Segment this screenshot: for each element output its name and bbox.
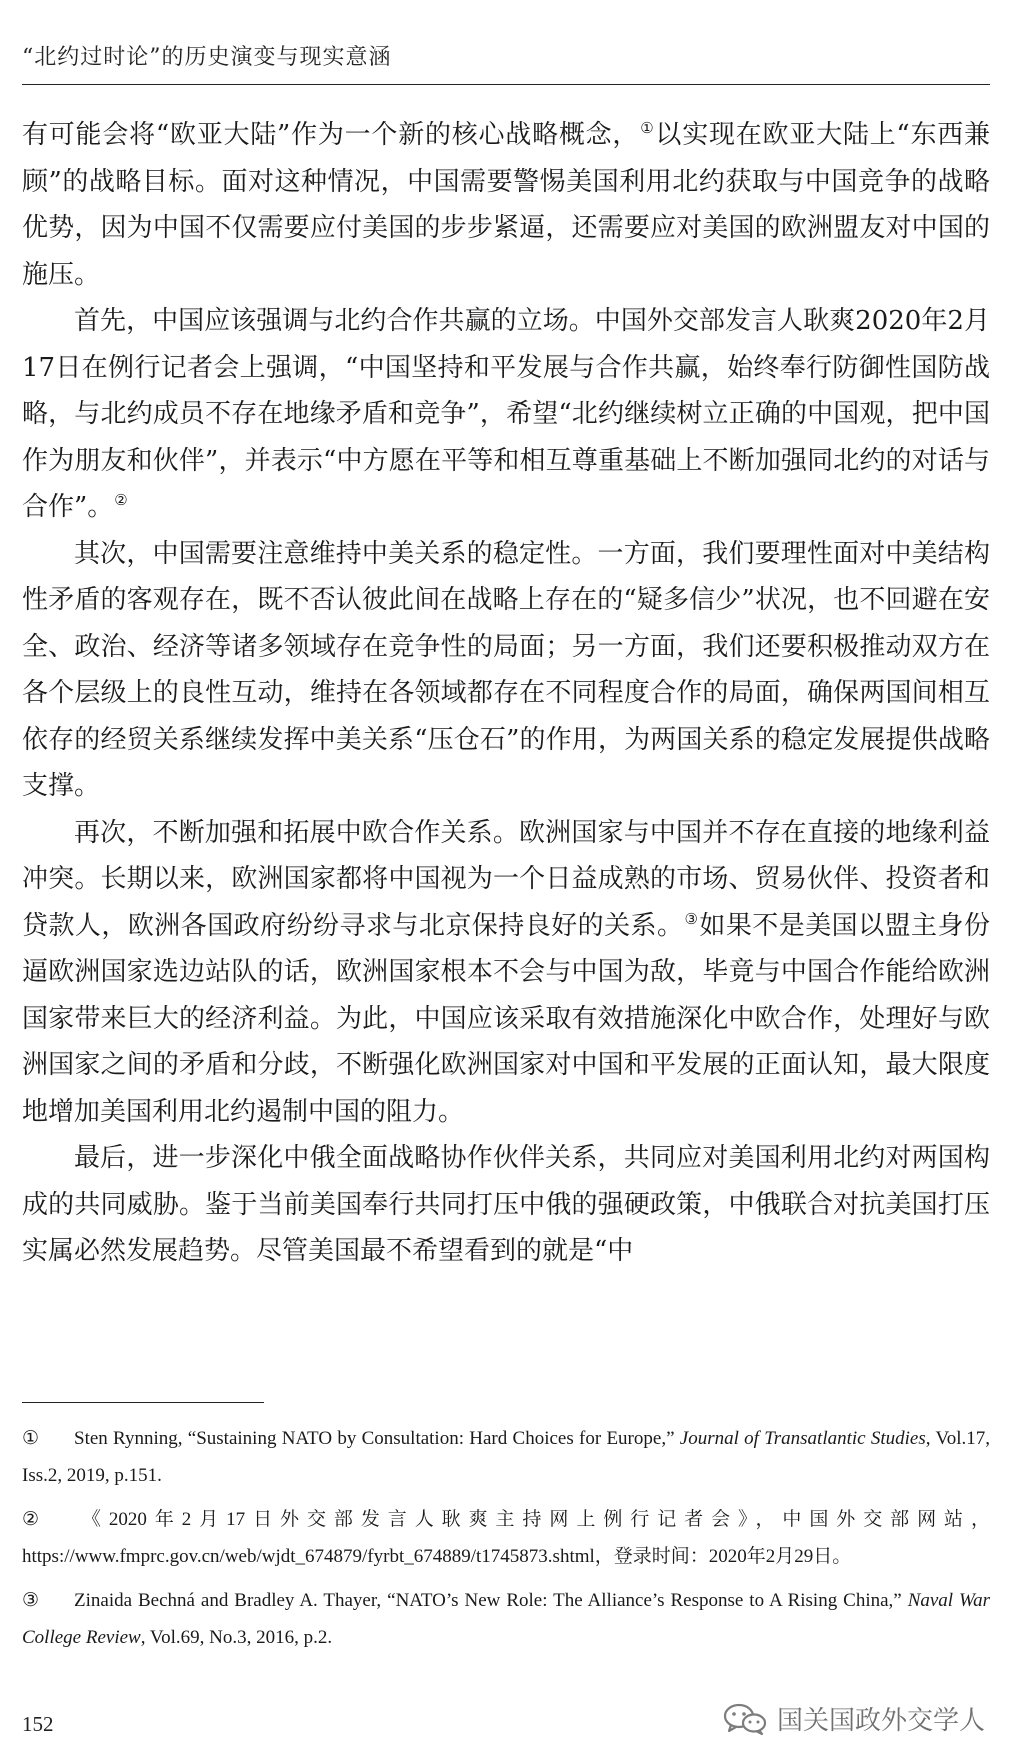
- footnote-1-number: ①: [22, 1428, 40, 1449]
- footnote-ref-3[interactable]: ③: [684, 909, 699, 928]
- footnote-3-number: ③: [22, 1590, 40, 1611]
- footnote-3: [22, 1582, 990, 1656]
- paragraph-1-text-a: 有可能会将“欧亚大陆”作为一个新的核心战略概念，: [22, 120, 640, 150]
- footnote-2-number: ②: [22, 1509, 40, 1530]
- paragraph-2-text: 首先，中国应该强调与北约合作共赢的立场。中国外交部发言人耿爽2020年2月17日在例行记者会上强调，“中国坚持和平发展与合作共赢，始终奉行防御性国防战略，与北约成员不存在地缘矛盾和竞争”，希望“北约继续树立正确的中国观，把中国作为朋友和伙伴”，并表示“中方愿在平等和相互尊重基础上不断加强同北约的对话与合作”。: [22, 306, 990, 522]
- wechat-icon: [723, 1702, 767, 1736]
- paragraph-5-text: 最后，进一步深化中俄全面战略协作伙伴关系，共同应对美国利用北约对两国构成的共同威胁。鉴于当前美国奉行共同打压中俄的强硬政策，中俄联合对抗美国打压实属必然发展趋势。尽管美国最不希望看到的就是“中: [22, 1143, 990, 1266]
- footnote-2-text: 《2020年2月17日外交部发言人耿爽主持网上例行记者会》，中国外交部网站，https://www.fmprc.gov.cn/web/wjdt_674879/fyrbt_674889/t1745873.shtml，登录时间：2020年2月29日。: [22, 1509, 990, 1567]
- footnotes: [22, 1420, 990, 1663]
- paragraph-4: [22, 810, 990, 1136]
- footnote-ref-1[interactable]: ①: [640, 119, 655, 138]
- paragraph-4-text-a: 再次，不断加强和拓展中欧合作关系。欧洲国家与中国并不存在直接的地缘利益冲突。长期以来，欧洲国家都将中国视为一个日益成熟的市场、贸易伙伴、投资者和贷款人，欧洲各国政府纷纷寻求与北京保持良好的关系。: [22, 817, 990, 941]
- paragraph-1-text-b: 以实现在欧亚大陆上“东西兼顾”的战略目标。面对这种情况，中国需要警惕美国利用北约获取与中国竞争的战略优势，因为中国不仅需要应付美国的步步紧逼，还需要应对美国的欧洲盟友对中国的施压。: [22, 120, 991, 290]
- page-number: 152: [22, 1712, 54, 1736]
- watermark-text: 国关国政外交学人: [776, 1706, 985, 1736]
- footnote-2: [22, 1501, 990, 1575]
- paragraph-2: [22, 298, 990, 531]
- footnote-3-text-b: , Vol.69, No.3, 2016, p.2.: [140, 1627, 333, 1648]
- footnote-1-text-b: , Vol.17, Iss.2, 2019, p.151.: [22, 1428, 991, 1486]
- footnote-3-journal: Naval War College Review: [22, 1590, 990, 1648]
- paragraph-5: [22, 1135, 990, 1275]
- footnote-3-text-a: Zinaida Bechná and Bradley A. Thayer, “NATO’s New Role: The Alliance’s Response to A Rising China,”: [74, 1590, 908, 1611]
- watermark: [723, 1700, 985, 1737]
- footnote-1-text-a: Sten Rynning, “Sustaining NATO by Consultation: Hard Choices for Europe,”: [74, 1428, 680, 1449]
- paragraph-3-text: 其次，中国需要注意维持中美关系的稳定性。一方面，我们要理性面对中美结构性矛盾的客观存在，既不否认彼此间在战略上存在的“疑多信少”状况，也不回避在安全、政治、经济等诸多领域存在竞争性的局面；另一方面，我们还要积极推动双方在各个层级上的良性互动，维持在各领域都存在不同程度合作的局面，确保两国间相互依存的经贸关系继续发挥中美关系“压仓石”的作用，为两国关系的稳定发展提供战略支撑。: [22, 538, 990, 801]
- header-rule: [22, 84, 990, 85]
- paragraph-1: [22, 112, 990, 298]
- footnote-ref-2[interactable]: ②: [114, 491, 128, 510]
- running-header: “北约过时论”的历史演变与现实意涵: [22, 45, 392, 70]
- body-text: [22, 112, 990, 1275]
- paragraph-3: [22, 531, 990, 810]
- footnote-1: [22, 1420, 990, 1494]
- paragraph-4-text-b: 如果不是美国以盟主身份逼欧洲国家选边站队的话，欧洲国家根本不会与中国为敌，毕竟与中国合作能给欧洲国家带来巨大的经济利益。为此，中国应该采取有效措施深化中欧合作，处理好与欧洲国家之间的矛盾和分歧，不断强化欧洲国家对中国和平发展的正面认知，最大限度地增加美国利用北约遏制中国的阻力。: [22, 910, 990, 1127]
- footnote-rule: [22, 1402, 264, 1403]
- footnote-1-journal: Journal of Transatlantic Studies: [679, 1428, 926, 1449]
